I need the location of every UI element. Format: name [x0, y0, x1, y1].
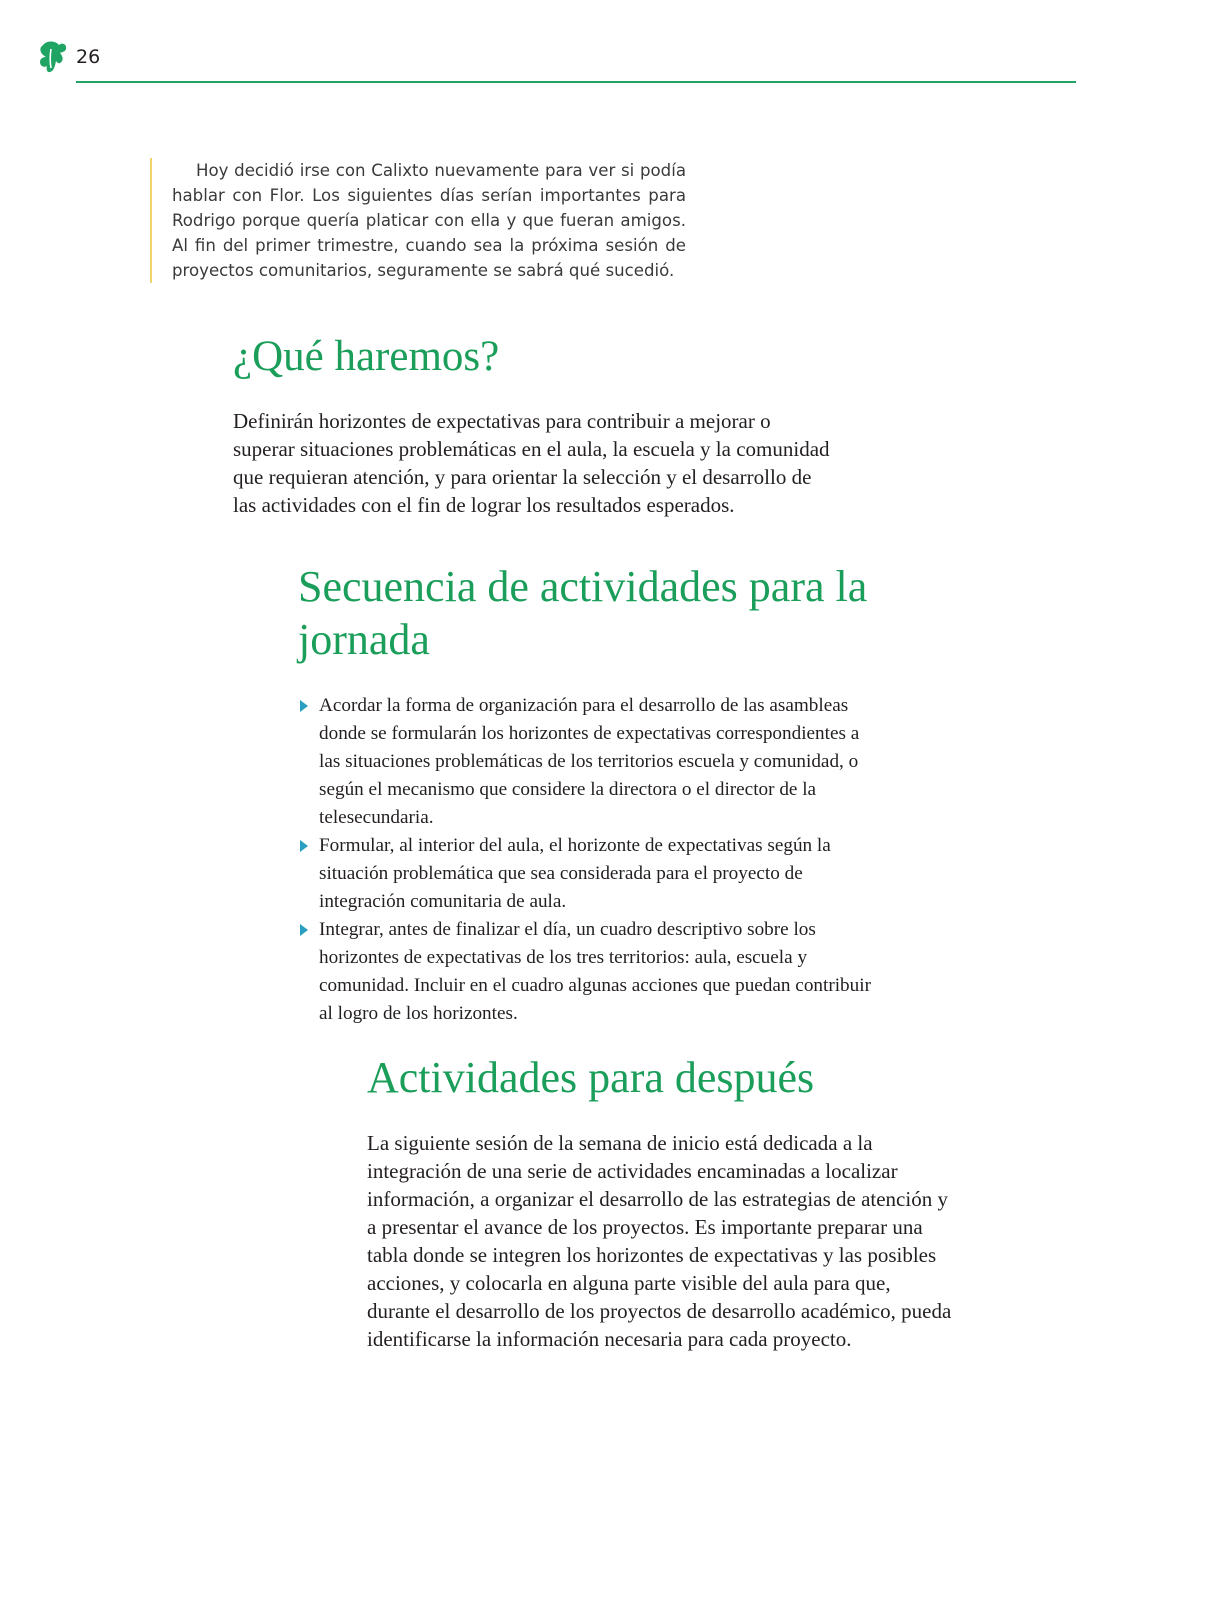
triangle-bullet-icon [300, 924, 308, 936]
section-title-despues: Actividades para después [367, 1053, 815, 1102]
activity-sequence-list [298, 692, 873, 1028]
list-item-text: Integrar, antes de finalizar el día, un cuadro descriptivo sobre los horizontes de expectativas de los tres territorios: aula, escuela y comunidad. Incluir en el cuadro algunas acciones que puedan contribuir al logro de los horizontes. [319, 919, 871, 1024]
list-item [298, 832, 873, 916]
que-haremos-paragraph: Definirán horizontes de expectativas para contribuir a mejorar o superar situaciones problemáticas en el aula, la escuela y la comunidad que requieran atención, y para orientar la selección y el desarrollo de las actividades con el fin de lograr los resultados esperados. [233, 409, 830, 517]
header-rule [76, 81, 1076, 83]
story-excerpt [150, 158, 686, 283]
section-title-que-haremos: ¿Qué haremos? [233, 333, 500, 380]
page-number: 26 [76, 46, 101, 68]
triangle-bullet-icon [300, 840, 308, 852]
list-item-text: Acordar la forma de organización para el desarrollo de las asambleas donde se formularán los horizontes de expectativas correspondientes a las situaciones problemáticas de los territorios escuela y comunidad, o según el mecanismo que considere la directora o el director de la telesecundaria. [319, 695, 860, 828]
list-item [298, 916, 873, 1028]
despues-paragraph: La siguiente sesión de la semana de inicio está dedicada a la integración de una serie de actividades encaminadas a localizar información, a organizar el desarrollo de las estrategias de atención y a presentar el avance de los proyectos. Es importante preparar una tabla donde se integren los horizontes de expectativas y las posibles acciones, y colocarla en alguna parte visible del aula para que, durante el desarrollo de los proyectos de desarrollo académico, pueda identificarse la información necesaria para cada proyecto. [367, 1131, 952, 1351]
section-title-secuencia: Secuencia de actividades para la jornada [298, 562, 868, 664]
list-item-text: Formular, al interior del aula, el horizonte de expectativas según la situación problemática que sea considerada para el proyecto de integración comunitaria de aula. [319, 835, 831, 912]
story-text: Hoy decidió irse con Calixto nuevamente para ver si podía hablar con Flor. Los siguientes días serían importantes para Rodrigo porque quería platicar con ella y que fueran amigos. Al fin del primer trimestre, cuando sea la próxima sesión de proyectos comunitarios, seguramente se sabrá qué sucedió. [172, 161, 686, 280]
triangle-bullet-icon [300, 700, 308, 712]
list-item [298, 692, 873, 832]
green-leaf-logo-icon [38, 40, 68, 74]
